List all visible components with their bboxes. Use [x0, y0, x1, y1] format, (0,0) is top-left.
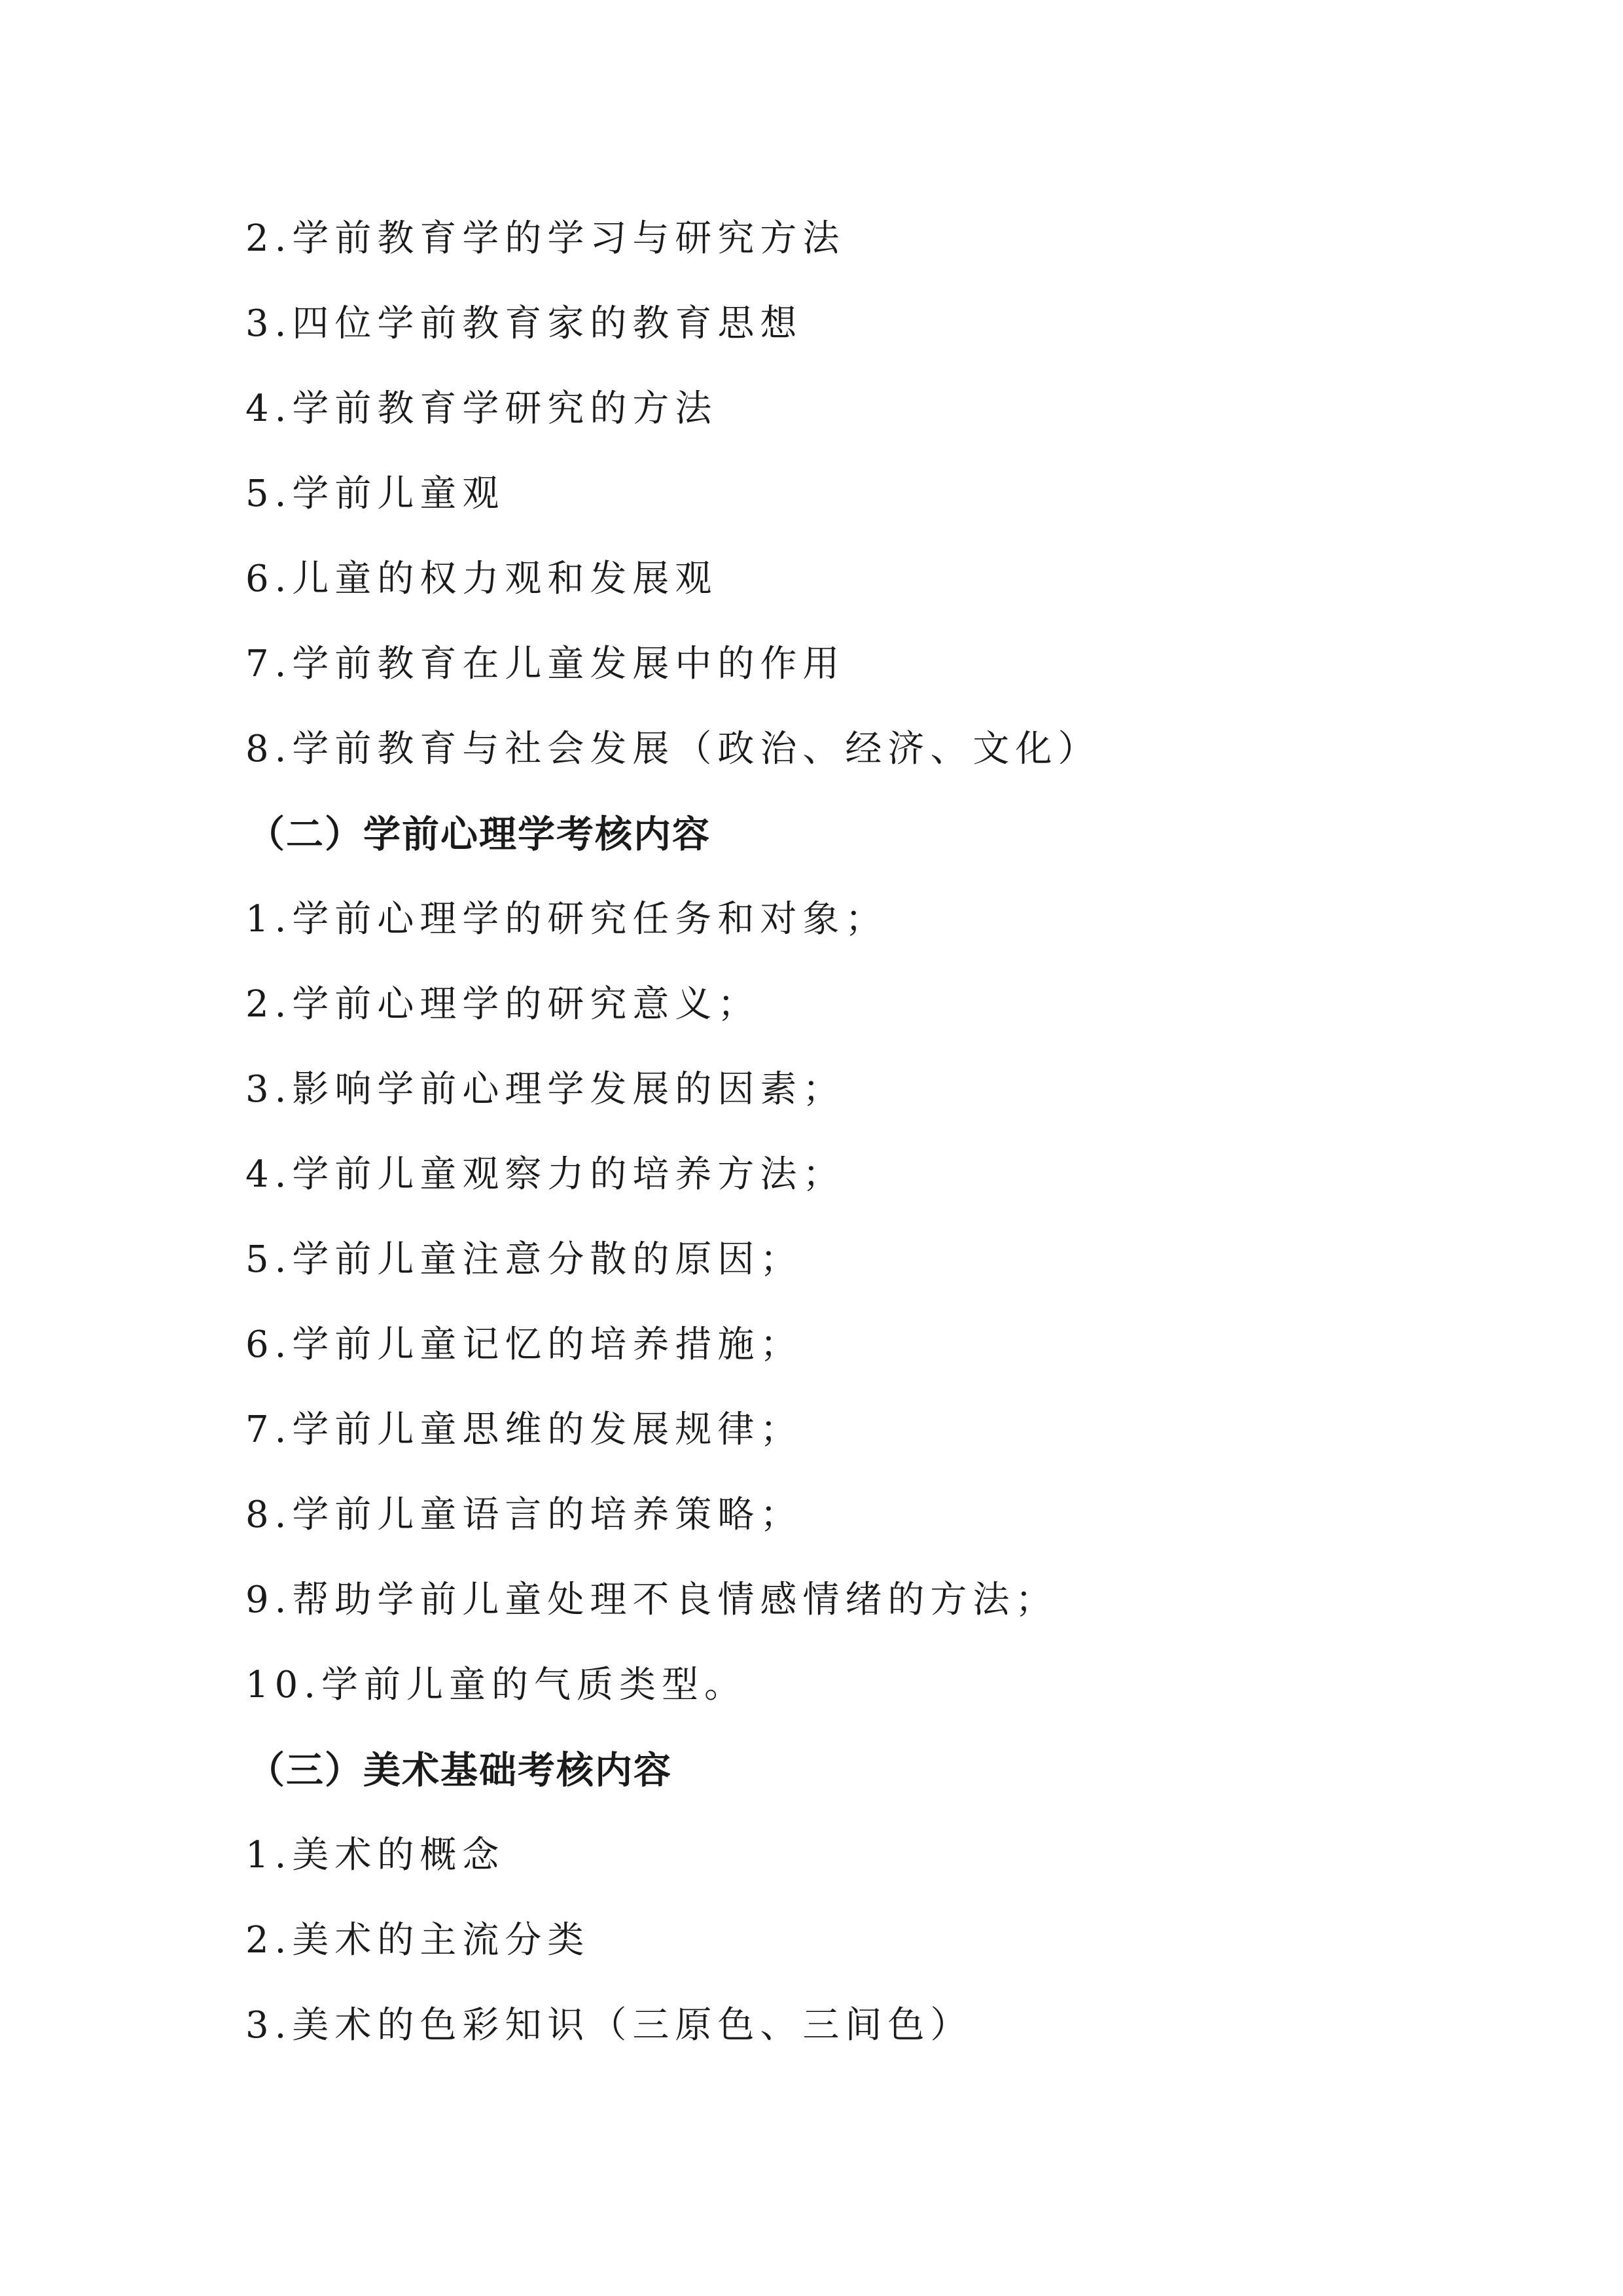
list-item: 10.学前儿童的气质类型。	[245, 1664, 747, 1706]
list-item: 3.影响学前心理学发展的因素；	[245, 1068, 846, 1111]
section-heading-art: （三）美术基础考核内容	[247, 1749, 672, 1792]
list-item: 2.学前心理学的研究意义；	[245, 983, 760, 1026]
list-item: 1.学前心理学的研究任务和对象；	[245, 898, 888, 941]
list-item: 2.美术的主流分类	[245, 1919, 590, 1962]
list-item: 3.四位学前教育家的教育思想	[245, 302, 803, 345]
list-item: 7.学前儿童思维的发展规律；	[245, 1408, 803, 1451]
list-item: 5.学前儿童注意分散的原因；	[245, 1238, 803, 1281]
list-item: 5.学前儿童观	[245, 473, 505, 515]
section-heading-psychology: （二）学前心理学考核内容	[247, 813, 711, 856]
list-item: 1.美术的概念	[245, 1834, 505, 1876]
list-item: 2.学前教育学的学习与研究方法	[245, 217, 846, 260]
list-item: 8.学前儿童语言的培养策略；	[245, 1494, 803, 1536]
list-item: 9.帮助学前儿童处理不良情感情绪的方法；	[245, 1579, 1058, 1621]
list-item: 4.学前儿童观察力的培养方法；	[245, 1153, 846, 1196]
list-item: 8.学前教育与社会发展（政治、经济、文化）	[245, 728, 1101, 770]
list-item: 6.学前儿童记忆的培养措施；	[245, 1323, 803, 1366]
list-item: 7.学前教育在儿童发展中的作用	[245, 643, 846, 685]
list-item: 6.儿童的权力观和发展观	[245, 558, 718, 600]
list-item: 4.学前教育学研究的方法	[245, 387, 718, 430]
list-item: 3.美术的色彩知识（三原色、三间色）	[245, 2004, 973, 2047]
